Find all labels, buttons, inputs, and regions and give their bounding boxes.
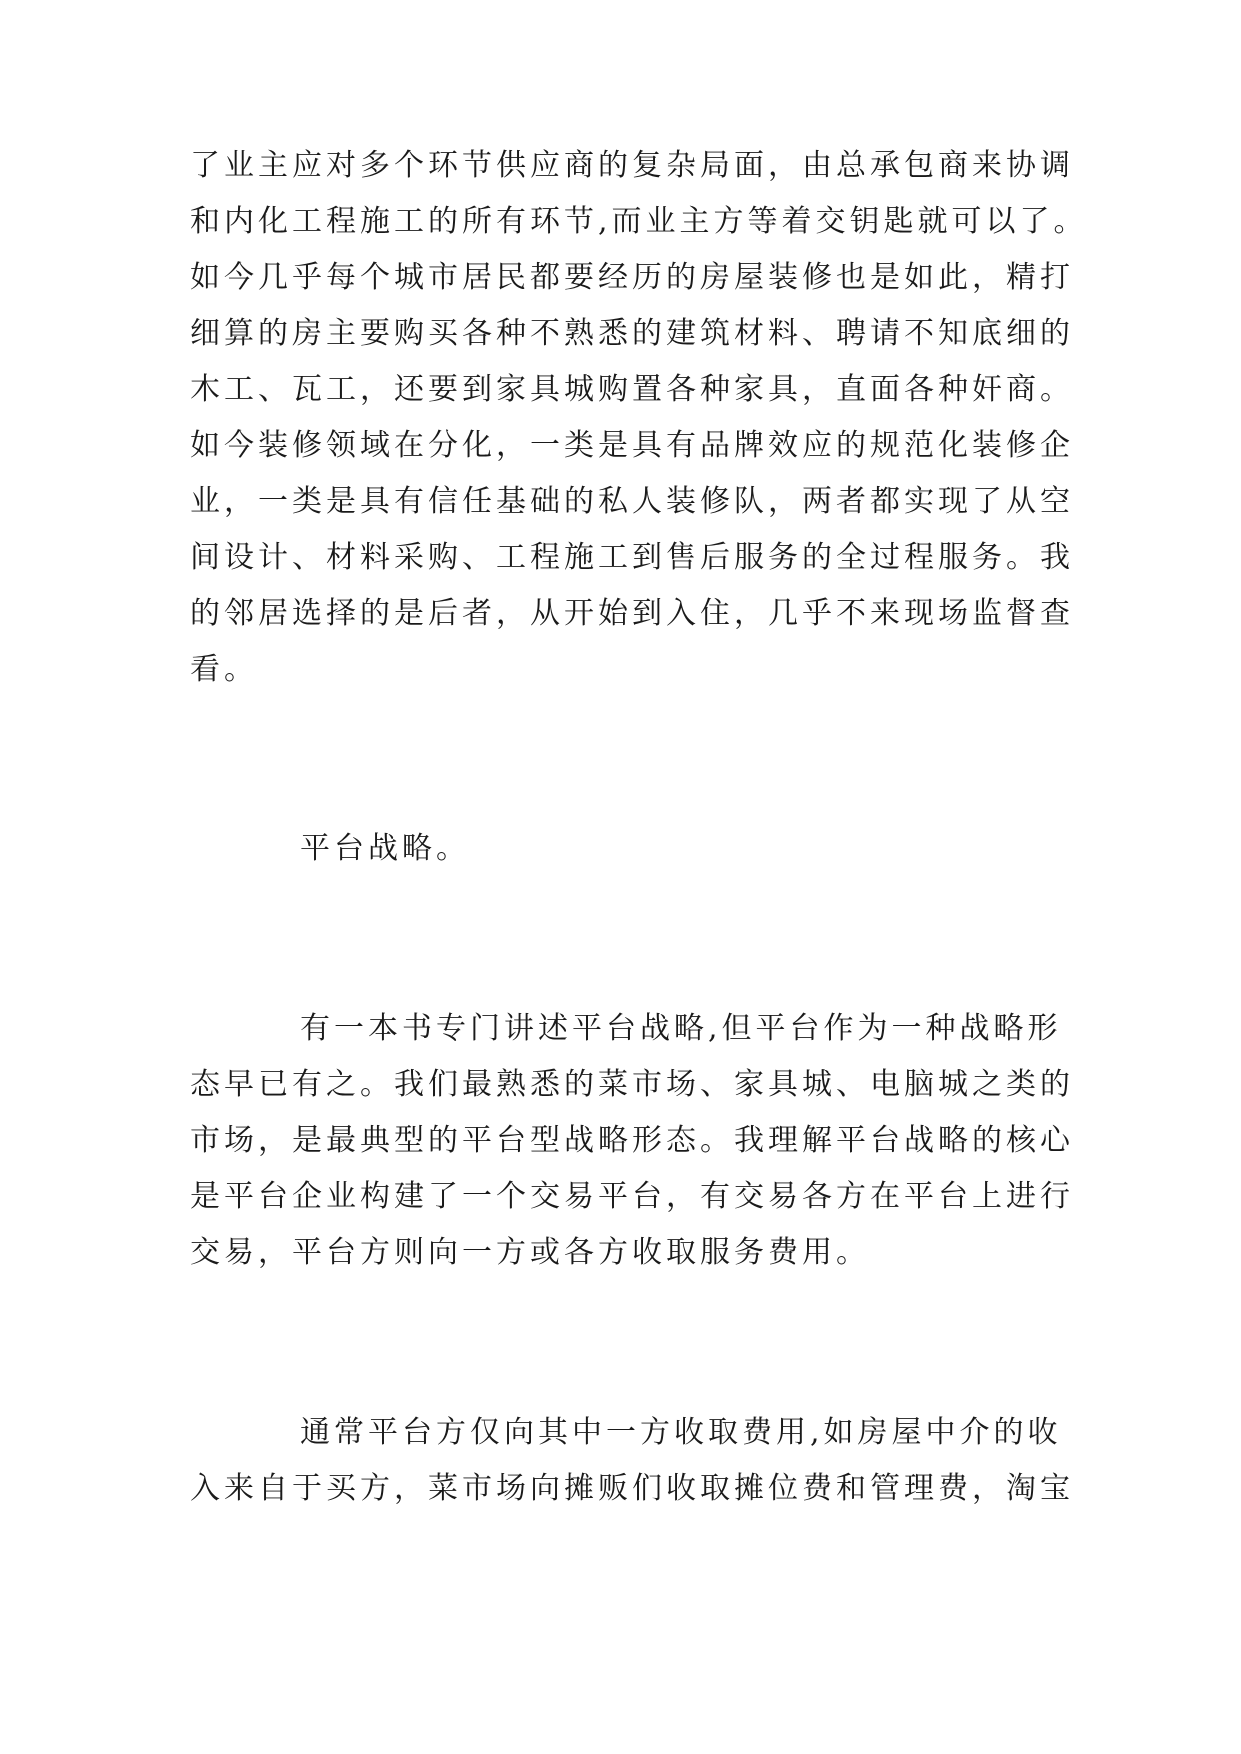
paragraph-1-line-8: 间设计、材料采购、工程施工到售后服务的全过程服务。我 — [190, 540, 1074, 575]
paragraph-1-line-3: 如今几乎每个城市居民都要经历的房屋装修也是如此，精打 — [190, 260, 1074, 295]
paragraph-1-line-10: 看。 — [190, 652, 258, 687]
paragraph-1-line-4: 细算的房主要购买各种不熟悉的建筑材料、聘请不知底细的 — [190, 316, 1074, 351]
paragraph-4-line-2: 入来自于买方，菜市场向摊贩们收取摊位费和管理费，淘宝 — [190, 1471, 1074, 1506]
paragraph-3-line-5: 交易，平台方则向一方或各方收取服务费用。 — [190, 1235, 870, 1270]
paragraph-1-line-2: 和内化工程施工的所有环节,而业主方等着交钥匙就可以了。 — [190, 204, 1088, 239]
paragraph-1-line-6: 如今装修领域在分化，一类是具有品牌效应的规范化装修企 — [190, 428, 1074, 463]
paragraph-1-line-1: 了业主应对多个环节供应商的复杂局面，由总承包商来协调 — [190, 148, 1074, 183]
paragraph-3-line-2: 态早已有之。我们最熟悉的菜市场、家具城、电脑城之类的 — [190, 1067, 1074, 1102]
paragraph-1-line-5: 木工、瓦工，还要到家具城购置各种家具，直面各种奸商。 — [190, 372, 1074, 407]
paragraph-3-line-3: 市场，是最典型的平台型战略形态。我理解平台战略的核心 — [190, 1123, 1074, 1158]
paragraph-1-line-9: 的邻居选择的是后者，从开始到入住，几乎不来现场监督查 — [190, 596, 1074, 631]
section-heading: 平台战略。 — [300, 831, 470, 866]
paragraph-4-line-1: 通常平台方仅向其中一方收取费用,如房屋中介的收 — [300, 1415, 1062, 1450]
paragraph-3-line-1: 有一本书专门讲述平台战略,但平台作为一种战略形 — [300, 1011, 1062, 1046]
paragraph-1-line-7: 业，一类是具有信任基础的私人装修队，两者都实现了从空 — [190, 484, 1074, 519]
paragraph-3-line-4: 是平台企业构建了一个交易平台，有交易各方在平台上进行 — [190, 1179, 1074, 1214]
